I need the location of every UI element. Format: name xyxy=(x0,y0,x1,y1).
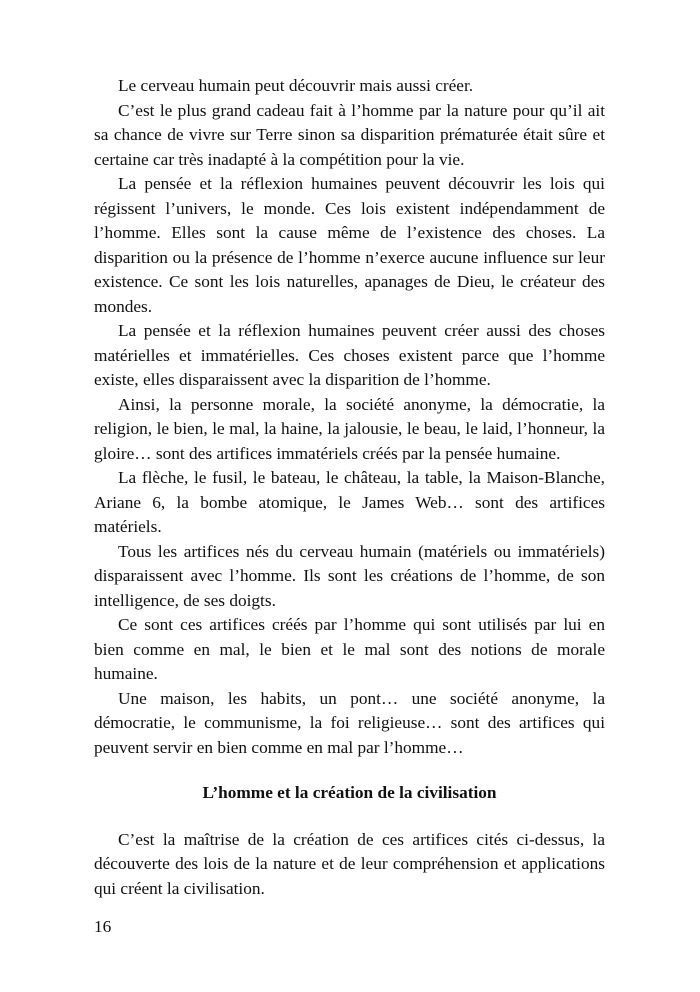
paragraph: C’est la maîtrise de la création de ces artifices cités ci-dessus, la découverte des lois de la nature et de leur compréhension et applications qui créent la civilisation. xyxy=(94,829,605,898)
paragraph: La pensée et la réflexion humaines peuvent découvrir les lois qui régissent l’univers, le monde. Ces lois existent indépendamment de l’homme. Elles sont la cause même de l’existence des choses. La disparition ou la présence de l’homme n’exerce aucune influence sur leur existence. Ce sont les lois naturelles, apanages de Dieu, le créateur des mondes. xyxy=(94,174,605,316)
paragraph: La pensée et la réflexion humaines peuvent créer aussi des choses matérielles et immatérielles. Ces choses existent parce que l’homme existe, elles disparaissent avec la disparition de l’homme. xyxy=(94,321,605,389)
paragraph: Une maison, les habits, un pont… une société anonyme, la démocratie, le communisme, la foi religieuse… sont des artifices qui peuvent servir en bien comme en mal par l’homme… xyxy=(94,688,605,757)
paragraph: Ce sont ces artifices créés par l’homme qui sont utilisés par lui en bien comme en mal, le bien et le mal sont des notions de morale humaine. xyxy=(94,615,605,683)
paragraph: Ainsi, la personne morale, la société anonyme, la démocratie, la religion, le bien, le mal, la haine, la jalousie, le beau, le laid, l’honneur, la gloire… sont des artifices immatériels créés par la pensée humaine. xyxy=(94,394,605,463)
page-number: 16 xyxy=(94,917,112,936)
page-body xyxy=(94,74,605,901)
paragraph: Tous les artifices nés du cerveau humain (matériels ou immatériels) disparaissent avec l’homme. Ils sont les créations de l’homme, de son intelligence, de ses doigts. xyxy=(94,541,605,610)
paragraph: C’est le plus grand cadeau fait à l’homme par la nature pour qu’il ait sa chance de vivre sur Terre sinon sa disparition prématurée était sûre et certaine car très inadapté à la compétition pour la vie. xyxy=(94,100,605,169)
section-heading: L’homme et la création de la civilisation xyxy=(202,783,497,802)
paragraph: Le cerveau humain peut découvrir mais aussi créer. xyxy=(118,76,474,95)
paragraph: La flèche, le fusil, le bateau, le château, la table, la Maison-Blanche, Ariane 6, la bombe atomique, le James Web… sont des artifices matériels. xyxy=(94,468,605,536)
